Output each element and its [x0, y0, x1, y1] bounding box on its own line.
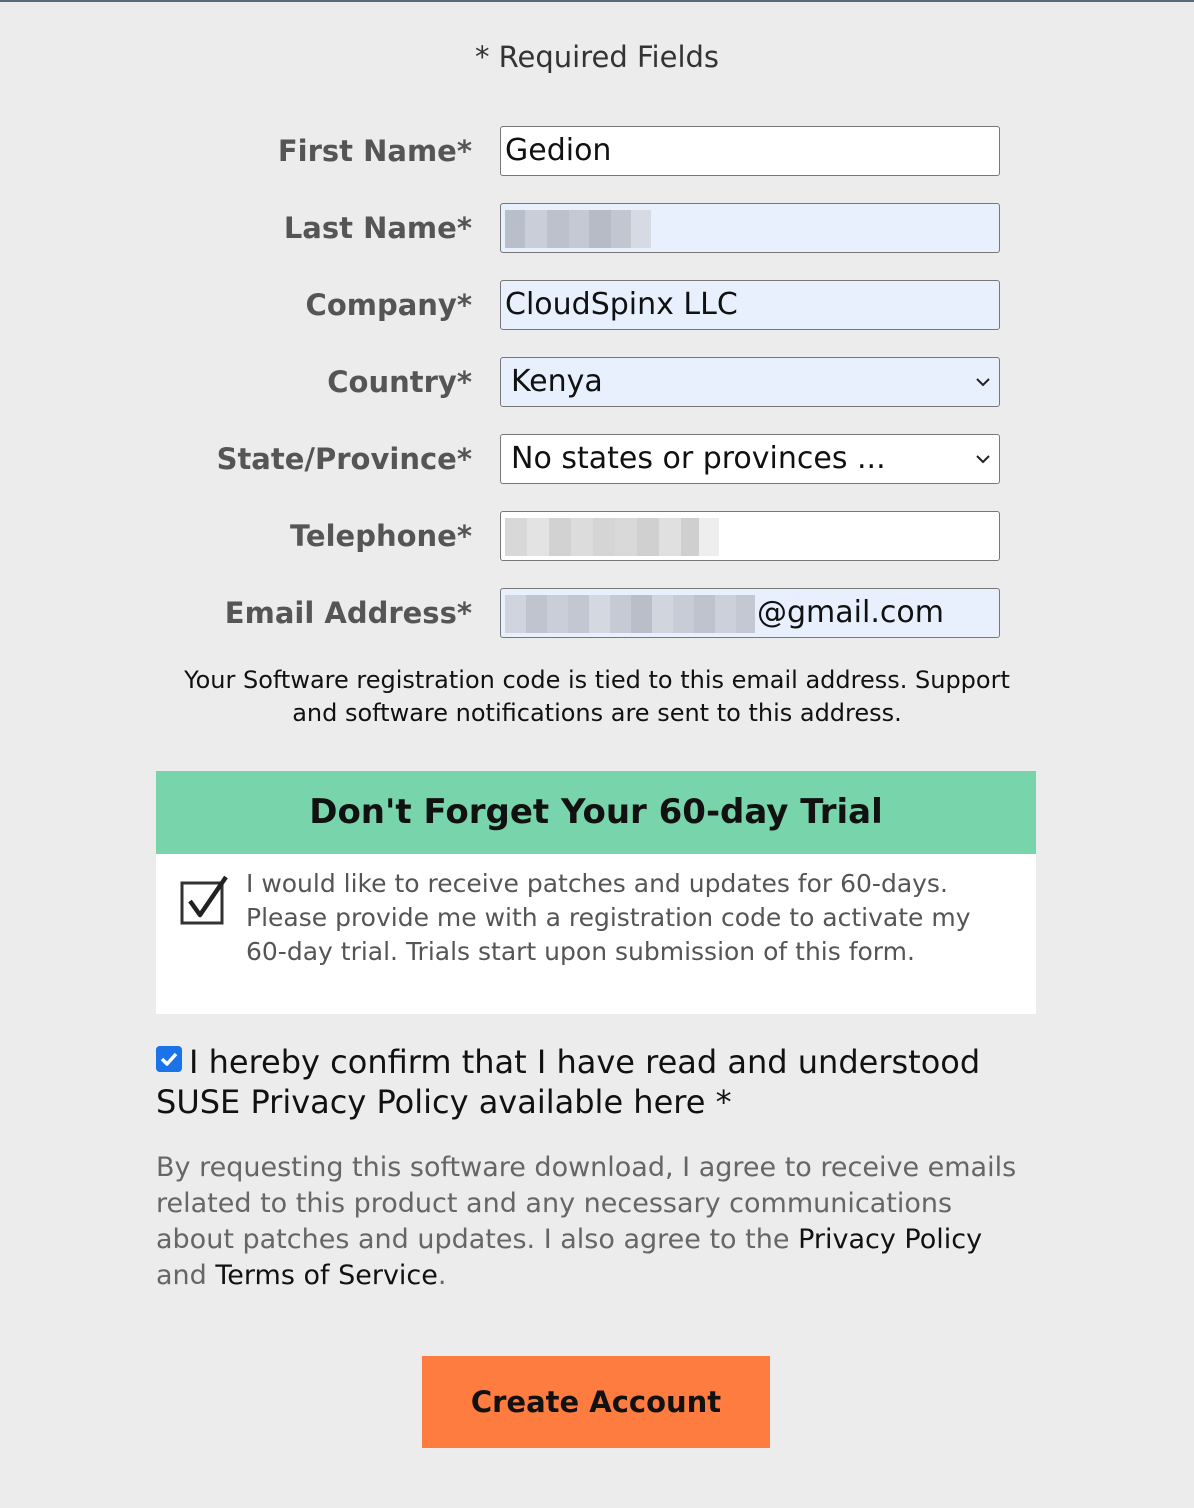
last-name-label: Last Name* — [283, 211, 472, 245]
chevron-down-icon — [975, 451, 991, 467]
country-row — [0, 357, 1194, 407]
required-fields-note: * Required Fields — [474, 40, 720, 74]
company-label: Company* — [305, 288, 472, 322]
terms-of-service-link[interactable]: Terms of Service — [215, 1260, 438, 1291]
first-name-label: First Name* — [277, 134, 472, 168]
consent-text — [156, 1150, 1036, 1294]
last-name-row — [0, 203, 1194, 253]
chevron-down-icon — [975, 374, 991, 390]
state-value: No states or provinces ... — [511, 441, 886, 476]
state-row — [0, 434, 1194, 484]
country-value: Kenya — [511, 364, 603, 399]
first-name-row — [0, 126, 1194, 176]
create-account-button[interactable]: Create Account — [422, 1356, 770, 1448]
email-input[interactable] — [500, 588, 1000, 638]
email-domain: @gmail.com — [757, 595, 944, 630]
consent-body: By requesting this software download, I agree to receive emails related to this product and any necessary communications about patches and updates. I also agree to the — [156, 1152, 1017, 1255]
trial-header: Don't Forget Your 60-day Trial — [156, 771, 1036, 854]
privacy-confirm-checkbox[interactable] — [156, 1046, 182, 1072]
redacted-last-name — [505, 210, 651, 248]
company-input[interactable] — [500, 280, 1000, 330]
email-label: Email Address* — [224, 596, 472, 630]
email-note: Your Software registration code is tied to this email address. Support and software notifications are sent to this address. — [184, 666, 1010, 727]
privacy-policy-link[interactable]: Privacy Policy — [798, 1224, 983, 1255]
country-label: Country* — [327, 365, 472, 399]
trial-panel — [156, 771, 1036, 1014]
trial-text: I would like to receive patches and updates for 60-days. Please provide me with a registration code to activate my 60-day trial. Trials start upon submission of this form. — [246, 869, 971, 966]
state-select[interactable] — [500, 434, 1000, 484]
telephone-row — [0, 511, 1194, 561]
telephone-label: Telephone* — [289, 519, 472, 553]
redacted-email-user — [505, 595, 755, 633]
redacted-telephone — [505, 518, 719, 556]
trial-checkbox[interactable] — [180, 875, 230, 925]
last-name-input[interactable] — [500, 203, 1000, 253]
consent-and: and — [156, 1260, 216, 1291]
privacy-confirm-text: I hereby confirm that I have read and understood SUSE Privacy Policy available here * — [156, 1043, 981, 1121]
company-value: CloudSpinx LLC — [505, 287, 738, 322]
privacy-confirm-row — [156, 1042, 1036, 1122]
state-label: State/Province* — [216, 442, 472, 476]
first-name-value: Gedion — [505, 133, 612, 168]
consent-period: . — [437, 1260, 447, 1291]
top-border — [0, 0, 1194, 2]
email-row — [0, 588, 1194, 638]
company-row — [0, 280, 1194, 330]
first-name-input[interactable] — [500, 126, 1000, 176]
telephone-input[interactable] — [500, 511, 1000, 561]
country-select[interactable] — [500, 357, 1000, 407]
